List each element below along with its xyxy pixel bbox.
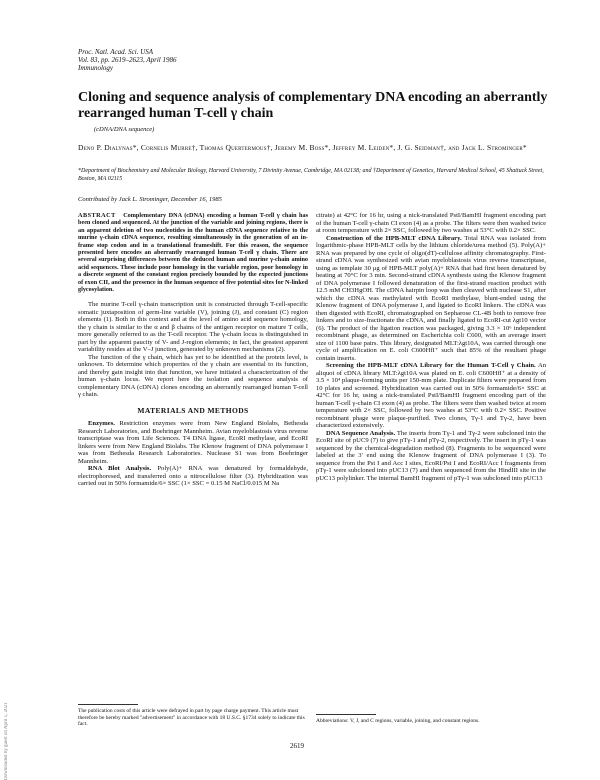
methods-paragraph — [316, 212, 546, 235]
abstract-label: ABSTRACT — [78, 212, 116, 219]
intro-paragraph: The function of the γ chain, which has yet to be identified at the protein level, is unknown. To determine which properties of the γ chain are essential to its function, and thereby gain insight into that function, we have initiated a characterization of the human γ-chain locus. We report here the isolation and sequence analysis of complementary DNA (cDNA) clones encoding an aberrantly rearranged human T-cell γ chain. — [78, 353, 308, 399]
left-column — [78, 212, 308, 488]
methods-paragraph — [78, 465, 308, 488]
journal-volume: Vol. 83, pp. 2619–2623, April 1986 — [78, 56, 177, 64]
abbreviations-footnote — [316, 714, 546, 725]
run-in-heading: Screening the HPB-MLT cDNA Library for the Human T-Cell γ Chain. — [326, 362, 536, 369]
right-column — [316, 212, 546, 482]
run-in-heading: Enzymes. — [88, 420, 115, 428]
paper-keywords: (cDNA/DNA sequence) — [94, 126, 155, 133]
contributed-by: Contributed by Jack L. Strominger, December 16, 1985 — [78, 196, 222, 203]
methods-paragraph — [78, 420, 308, 465]
methods-text: The inserts from Tγ-1 and Tγ-2 were subcloned into the EcoRI site of pUC9 (7) to give pTγ-1 and pTγ-2, respectively. The insert in pTγ-1 was sequenced by the chemical-degradation method (8). Fragments to be sequenced were labeled at the 3′ end using the Klenow fragment of DNA polymerase I (3). To sequence from the Pst I and Acc I sites, EcoRI/Pst I and EcoRI/Acc I fragments from pTγ-1 were subcloned into pUC13 (7) and then sequenced from the HindIII site in the pUC13 polylinker. The internal BamHI fragment of pTγ-1 was subcloned into pUC13 — [316, 429, 546, 482]
intro-paragraph: The murine T-cell γ-chain transcription unit is constructed through T-cell-specific somatic juxtaposition of germ-line variable (V), joining (J), and constant (C) region elements (1). Both in this context and at the level of amino acid sequence homology, the γ chain is similar to the α and β chains of the antigen receptor on mature T cells, more generally referred to as the T-cell receptor. The γ-chain locus is distinguished in part by the apparent paucity of V- and J-region elements; in fact, the greatest apparent variability resides at the V–J junction, generated by unknown mechanisms (2). — [78, 301, 308, 354]
affiliations: *Department of Biochemistry and Molecular Biology, Harvard University, 7 Divinity Avenue, Cambridge, MA 02138; and †Department of Genetics, Harvard Medical School, 45 Shattuck Street, Boston, MA 02115 — [78, 168, 544, 182]
methods-paragraph — [316, 235, 546, 363]
methods-text: Poly(A)+ RNA was denatured by formaldehyde, electrophoresed, and transferred onto a nitrocellulose filter (3). Hybridization was carried out in 50% formamide/6× SSC (1× SSC = 0.15 M NaCl/0.015 M Na — [78, 465, 308, 488]
paper-title: Cloning and sequence analysis of complementary DNA encoding an aberrantly rearranged human T-cell γ chain — [78, 90, 548, 121]
methods-text: An aliquot of cDNA library MLT:λgt10A was plated on E. coli C600HfI⁺ at a density of 3.5 × 10⁴ plaque-forming units per 150-mm plate. Duplicate filters were prepared from 10 plates and screened. Hybridization was carried out in 50% formamide/6× SSC at 42°C for 16 hr, using a nick-translated PstI/BamHI fragment encoding part of the human T-cell γ-chain CI exon (4) as probe. The filters were then washed twice at room temperature with 2× SSC, followed by two washes at 53°C with 0.2× SSC. Positive recombinant phage were plaque-purified. Two clones, Tγ-1 and Tγ-2, have been characterized extensively. — [316, 362, 546, 429]
methods-paragraph — [316, 430, 546, 483]
run-in-heading: Construction of the HPB-MLT cDNA Library. — [326, 234, 462, 242]
methods-text: citrate) at 42°C for 16 hr, using a nick-translated PstI/BamHI fragment encoding part of the human T-cell γ-chain CI exon (4) as a probe. The filters were then washed twice at room temperature with 2× SSC, followed by two washes at 53°C with 0.2× SSC. — [316, 212, 546, 234]
methods-paragraph — [316, 362, 546, 430]
methods-heading: MATERIALS AND METHODS — [137, 405, 249, 415]
cost-footnote — [78, 704, 308, 728]
author-list: Deno P. Dialynas*, Cornelis Murre†, Thomas Quertermous†, Jeremy M. Boss*, Jeffrey M. Leiden*, J. G. Seidman†, and Jack L. Strominger* — [78, 143, 527, 152]
page-number: 2619 — [290, 742, 304, 750]
abstract — [78, 212, 308, 293]
footnote-rule — [78, 704, 138, 705]
journal-section: Immunology — [78, 64, 113, 72]
abbreviations-text: Abbreviations: V, J, and C regions, variable, joining, and constant regions. — [316, 718, 480, 724]
download-watermark: Downloaded by guest on April 1, 2021 — [4, 702, 9, 780]
journal-header — [78, 48, 176, 72]
methods-text: Total RNA was isolated from logarithmic-phase HPB-MLT cells by the lithium chloride/urea method (5). Poly(A)+ RNA was prepared by one cycle of oligo(dT)-cellulose affinity chromatography. First-strand cDNA was synthesized with avian myeloblastosis virus reverse transcriptase, using as template 30 μg of HPB-MLT poly(A)+ RNA that had first been denatured by heating at 70°C for 3 min. Second-strand cDNA synthesis using the Klenow fragment of DNA polymerase I followed denaturation of the first-strand reaction product with 12.5 mM CH3HgOH. The cDNA hairpin loop was then cleaved with nuclease S1, after which the cDNA was methylated with EcoRI methylase, blunt-ended using the Klenow fragment of DNA polymerase I, and ligated to EcoRI linkers. The cDNA was then digested with EcoRI, chromatographed on Sepharose CL-4B both to remove free linkers and to size-fractionate the cDNA, and finally ligated to EcoRI-cut λgt10 vector (6). The product of the ligation reaction was packaged, giving 3.3 × 10⁶ independent recombinant phage, as determined on Escherichia coli C600, with an average insert size of 1100 base pairs. This library, designated MLT:λgt10A, was carried through one cycle of amplification on E. coli C600HfI⁺ such that 85% of the resultant phage contain inserts. — [316, 234, 547, 362]
run-in-heading: DNA Sequence Analysis. — [326, 429, 396, 437]
run-in-heading: RNA Blot Analysis. — [88, 465, 152, 473]
footnote-rule — [316, 714, 376, 715]
journal-name: Proc. Natl. Acad. Sci. USA — [78, 48, 154, 56]
abstract-text: Complementary DNA (cDNA) encoding a human T-cell γ chain has been cloned and sequenced. At the junction of the variable and joining regions, there is an apparent deletion of two nucleotides in the human cDNA sequence relative to the murine γ-chain cDNA sequence, resulting simultaneously in the generation of an in-frame stop codon and in a translational frameshift. For this reason, the sequence presented here encodes an aberrantly rearranged human T-cell γ chain. There are several surprising differences between the deduced human and murine γ-chain amino acid sequences. These include poor homology in the variable region, poor homology in a discrete segment of the constant region precisely bounded by the expected junctions of exon CII, and the presence in the human sequence of five potential sites for N-linked glycosylation. — [78, 212, 309, 294]
methods-text: Restriction enzymes were from New England Biolabs, Bethesda Research Laboratories, and Boehringer Mannheim. Avian myeloblastosis virus reverse transcriptase was from Life Sciences. T4 DNA ligase, EcoRI methylase, and EcoRI linkers were from New England Biolabs. The Klenow fragment of DNA polymerase I was from Bethesda Research Laboratories. Nuclease S1 was from Boehringer Mannheim. — [78, 420, 309, 465]
footnote-text: The publication costs of this article were defrayed in part by page charge payment. This article must therefore be hereby marked "advertisement" in accordance with 18 U.S.C. §1734 solely to indicate this fact. — [78, 708, 305, 727]
